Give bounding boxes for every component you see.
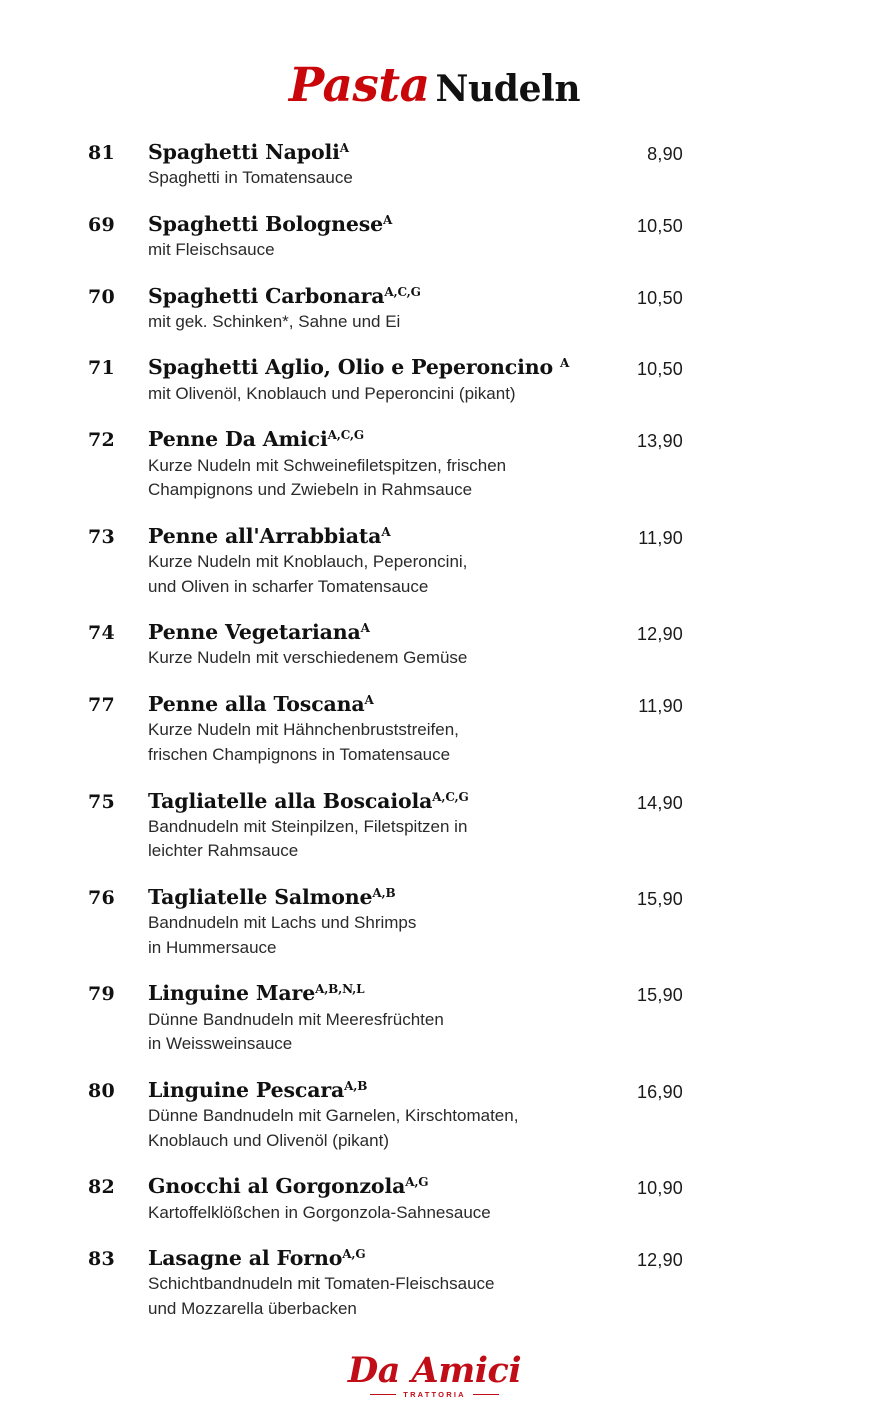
item-price: 15,90 [636,889,683,910]
item-name-text: Spaghetti Bolognese [148,211,384,236]
item-name-text: Spaghetti Aglio, Olio e Peperoncino [148,355,560,380]
item-description [148,1104,683,1153]
item-number: 77 [88,694,116,717]
menu-item [0,212,869,263]
menu-item [0,355,869,406]
item-price: 16,90 [636,1081,683,1102]
item-price: 13,90 [636,431,683,452]
item-price: 8,90 [647,144,683,164]
item-description [148,718,683,767]
item-number: 76 [88,887,116,910]
item-description-line: Kurze Nudeln mit Schweinefiletspitzen, frischen [148,455,507,475]
item-price: 10,50 [636,215,683,236]
item-description-line: Dünne Bandnudeln mit Meeresfrüchten [148,1009,444,1029]
item-description [148,382,683,407]
item-description-line: Champignons und Zwiebeln in Rahmsauce [148,480,473,500]
item-description-line: mit Olivenöl, Knoblauch und Peperoncini (pikant) [148,383,516,403]
item-number: 70 [88,285,116,308]
item-description-line: Dünne Bandnudeln mit Garnelen, Kirschtomaten, [148,1106,519,1126]
allergen-codes: A,B [344,1078,368,1093]
menu-item [0,140,869,191]
allergen-codes: A,C,G [327,428,364,443]
item-description-line: und Oliven in scharfer Tomatensauce [148,576,429,596]
item-name-text: Lasagne al Forno [148,1246,343,1271]
item-description [148,1008,683,1057]
menu-item [0,789,869,864]
restaurant-logo [347,1349,522,1399]
item-description-line: und Mozzarella überbacken [148,1299,357,1319]
item-name-text: Tagliatelle alla Boscaiola [148,788,433,813]
footer [0,1349,869,1401]
item-price: 11,90 [638,527,683,548]
item-description [148,238,683,263]
item-description-line: Spaghetti in Tomatensauce [148,168,353,188]
allergen-codes: A,C,G [384,284,421,299]
item-number: 74 [88,622,116,645]
page-title-rest: Nudeln [435,68,581,110]
item-description-line: frischen Champignons in Tomatensauce [148,744,451,764]
item-description-line: Kurze Nudeln mit Hähnchenbruststreifen, [148,720,459,740]
item-description-line: Bandnudeln mit Steinpilzen, Filetspitzen in [148,816,468,836]
item-number: 72 [88,429,116,452]
item-number: 69 [88,213,116,236]
menu-item [0,692,869,767]
item-description [148,911,683,960]
allergen-codes: A,G [342,1247,366,1262]
allergen-codes: A,G [405,1175,429,1190]
allergen-codes: A [381,524,391,539]
item-price: 15,90 [636,985,683,1006]
logo-rule-left [370,1394,396,1396]
item-name-text: Tagliatelle Salmone [148,885,373,910]
menu-item [0,620,869,671]
allergen-codes: A,B [372,886,396,901]
item-number: 81 [88,142,116,164]
item-name-text: Penne Vegetariana [148,620,361,645]
item-description [148,815,683,864]
item-name-text: Penne Da Amici [148,427,328,452]
menu-list [0,140,869,1322]
allergen-codes: A [560,356,570,371]
item-description-line: Schichtbandnudeln mit Tomaten-Fleischsauce [148,1274,495,1294]
page-title-script: Pasta [288,58,430,113]
item-price: 14,90 [636,792,683,813]
item-name-text: Spaghetti Napoli [148,140,340,164]
allergen-codes: A [339,141,349,155]
item-number: 79 [88,983,116,1006]
allergen-codes: A [383,212,393,227]
allergen-codes: A [364,693,374,708]
menu-item [0,524,869,599]
logo-name: Da Amici [347,1349,522,1391]
menu-item [0,885,869,960]
page-title [0,0,869,140]
item-description-line: Kurze Nudeln mit Knoblauch, Peperoncini, [148,551,468,571]
item-description [148,454,683,503]
item-name-text: Linguine Pescara [148,1077,345,1102]
item-name-text: Penne all'Arrabbiata [148,523,382,548]
item-description-line: Kurze Nudeln mit verschiedenem Gemüse [148,648,468,668]
menu-item [0,284,869,335]
item-description-line: Knoblauch und Olivenöl (pikant) [148,1130,389,1150]
item-name-text: Penne alla Toscana [148,692,365,717]
logo-rule-right [473,1394,499,1396]
item-description [148,550,683,599]
item-description-line: Bandnudeln mit Lachs und Shrimps [148,913,417,933]
menu-item [0,1078,869,1153]
item-description-line: mit Fleischsauce [148,240,275,260]
page-title-line [288,58,581,113]
menu-item [0,1246,869,1321]
item-price: 12,90 [636,624,683,645]
item-description [148,646,683,671]
item-description-line: Kartoffelklößchen in Gorgonzola-Sahnesauce [148,1202,491,1222]
item-description [148,166,683,191]
item-description [148,310,683,335]
item-number: 83 [88,1248,116,1271]
item-number: 75 [88,790,116,813]
allergen-codes: A,B,N,L [315,982,365,997]
item-number: 80 [88,1079,116,1102]
menu-item [0,981,869,1056]
item-price: 10,50 [636,359,683,380]
allergen-codes: A,C,G [432,789,469,804]
item-price: 11,90 [638,696,683,717]
logo-subtitle: TRATTORIA [403,1389,466,1399]
item-number: 71 [88,357,116,380]
item-number: 73 [88,525,116,548]
item-price: 10,50 [636,287,683,308]
item-price: 12,90 [636,1250,683,1271]
item-number: 82 [88,1176,116,1199]
item-description-line: in Hummersauce [148,937,277,957]
item-name-text: Spaghetti Carbonara [148,283,385,308]
item-description [148,1201,683,1226]
menu-item [0,1174,869,1225]
item-name-text: Linguine Mare [148,981,316,1006]
item-description-line: in Weissweinsauce [148,1034,293,1054]
menu-item [0,427,869,502]
item-description-line: mit gek. Schinken*, Sahne und Ei [148,311,401,331]
item-price: 10,90 [636,1178,683,1199]
item-description [148,1272,683,1321]
item-name-text: Gnocchi al Gorgonzola [148,1174,406,1199]
logo-subtitle-row [348,1391,521,1399]
allergen-codes: A [360,621,370,636]
item-description-line: leichter Rahmsauce [148,841,299,861]
